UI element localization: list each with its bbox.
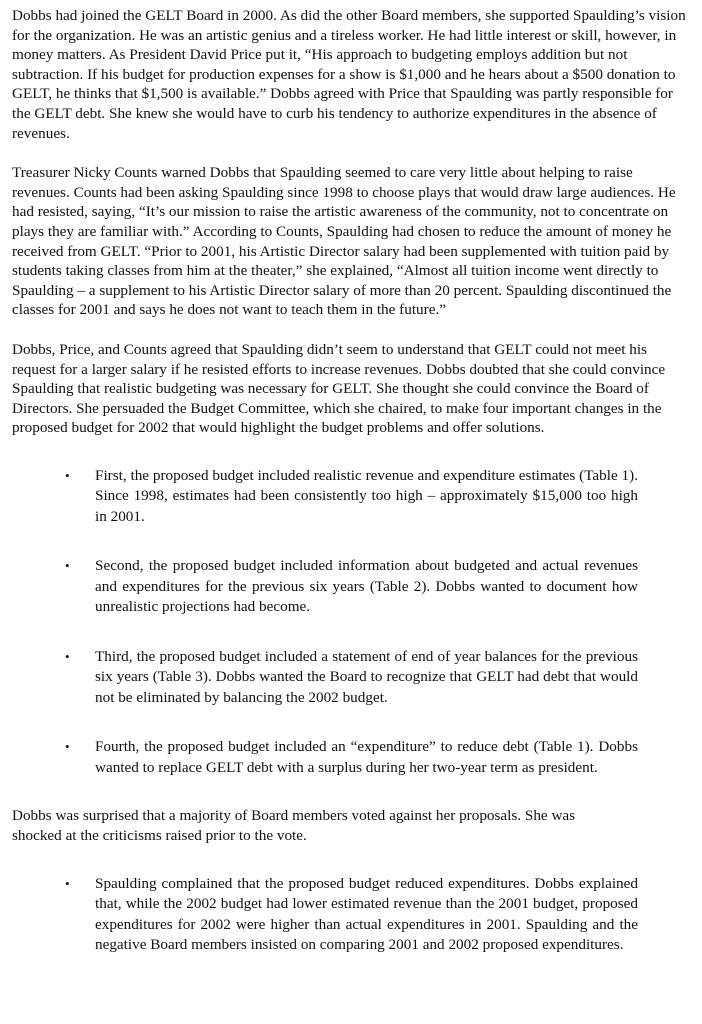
list-item [12, 647, 692, 709]
bullet-icon: • [65, 648, 70, 664]
document-page [12, 6, 692, 956]
bullet-text: Second, the proposed budget included information about budgeted and actual revenues and expenditures for the previous six years (Table 2). Dobbs wanted to document how unrealistic projections had become. [95, 557, 638, 616]
paragraph-budget-committee: Dobbs, Price, and Counts agreed that Spaulding didn’t seem to understand that GELT could not meet his request for a larger salary if he resisted efforts to increase revenues. Dobbs doubted that she could convince Spaulding that realistic budgeting was necessary for GELT. She thought she could convince the Board of Directors. She persuaded the Budget Committee, which she chaired, to make four important changes in the proposed budget for 2002 that would highlight the budget problems and offer solutions. [12, 340, 666, 437]
list-item [12, 466, 692, 528]
bullet-text: Fourth, the proposed budget included an “expenditure” to reduce debt (Table 1). Dobbs wanted to replace GELT debt with a surplus during her two-year term as president. [95, 738, 638, 776]
bullet-icon: • [65, 467, 70, 483]
bullet-icon: • [65, 558, 70, 574]
list-item [12, 556, 692, 618]
bullet-list-budget-changes [12, 466, 692, 779]
bullet-icon: • [65, 739, 70, 755]
paragraph-dobbs-joined-board: Dobbs had joined the GELT Board in 2000. As did the other Board members, she supported Spaulding’s vision for the organization. He was an artistic genius and a tireless worker. He had little interest or skill, however, in money matters. As President David Price put it, “His approach to budgeting employs addition but not subtraction. If his budget for production expenses for a show is $1,000 and he hears about a $500 donation to GELT, he thinks that $1,500 is available.” Dobbs agreed with Price that Spaulding was partly responsible for the GELT debt. She knew she would have to curb his tendency to authorize expenditures in the absence of revenues. [12, 7, 686, 142]
bullet-text: First, the proposed budget included realistic revenue and expenditure estimates (Table 1). Since 1998, estimates had been consistently too high – approximately $15,000 too high in 2001. [95, 466, 638, 525]
paragraph-treasurer-warning: Treasurer Nicky Counts warned Dobbs that Spaulding seemed to care very little about helping to raise revenues. Counts had been asking Spaulding since 1998 to choose plays that would draw large audiences. He had resisted, saying, “It’s our mission to raise the artistic awareness of the community, not to concentrate on plays they are familiar with.” According to Counts, Spaulding had chosen to reduce the amount of money he received from GELT. “Prior to 2001, his Artistic Director salary had been supplemented with tuition paid by students taking classes from him at the theater,” she explained, “Almost all tuition income went directly to Spaulding – a supplement to his Artistic Director salary of more than 20 percent. Spaulding discontinued the classes for 2001 and says he does not want to teach them in the future.” [12, 164, 676, 319]
bullet-text: Spaulding complained that the proposed budget reduced expenditures. Dobbs explained that, while the 2002 budget had lower estimated revenue than the 2001 budget, proposed expenditures for 2002 were higher than actual expenditures in 2001. Spaulding and the negative Board members insisted on comparing 2001 and 2002 proposed expenditures. [95, 874, 638, 954]
list-item [12, 737, 692, 778]
bullet-list-criticisms [12, 874, 692, 956]
paragraph-board-vote: Dobbs was surprised that a majority of Board members voted against her proposals. She was shocked at the criticisms raised prior to the vote. [12, 807, 576, 844]
bullet-icon: • [65, 875, 70, 891]
list-item [12, 874, 692, 956]
bullet-text: Third, the proposed budget included a statement of end of year balances for the previous six years (Table 3). Dobbs wanted the Board to recognize that GELT had debt that would not be eliminated by balancing the 2002 budget. [95, 647, 638, 706]
